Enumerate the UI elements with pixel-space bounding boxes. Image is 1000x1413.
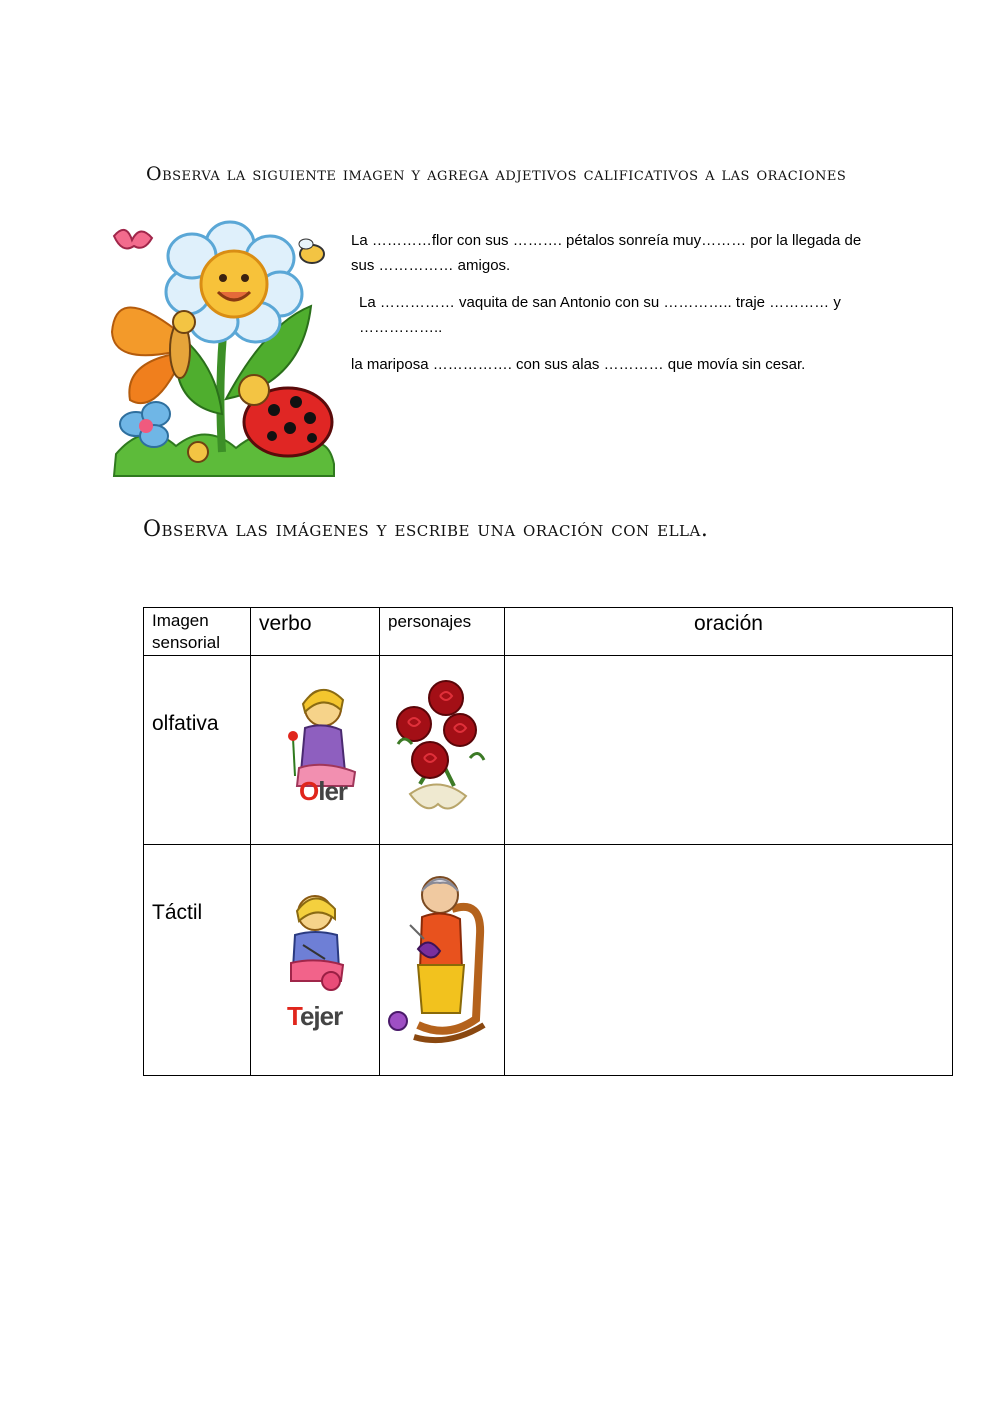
verb-label-oler <box>299 776 347 807</box>
sense-tactil: Táctil <box>144 845 251 1076</box>
header-imagen-sensorial: Imagen sensorial <box>144 608 251 656</box>
verb-label-tejer <box>287 1001 342 1032</box>
character-cell-roses <box>380 656 505 845</box>
table-header-row <box>144 608 953 656</box>
verb-cell-tejer <box>251 845 380 1076</box>
girl-smelling-flower-icon <box>281 676 361 836</box>
sense-olfativa: olfativa <box>144 656 251 845</box>
section2-heading: Observa las imágenes y escribe una oración con ella. <box>143 517 709 542</box>
verb-cell-oler <box>251 656 380 845</box>
header-oracion: oración <box>505 608 953 656</box>
verb-rest: ejer <box>299 1001 343 1031</box>
table-row <box>144 656 953 845</box>
adjective-sentences <box>347 228 867 389</box>
verb-rest: ler <box>318 776 348 806</box>
grandmother-rocking-chair-icon <box>388 869 488 1045</box>
character-cell-grandmother <box>380 845 505 1076</box>
girl-knitting-icon <box>281 885 351 1005</box>
flower-garden-illustration <box>106 214 338 480</box>
header-personajes: personajes <box>380 608 505 656</box>
section1-heading: Observa la siguiente imagen y agrega adjetivos calificativos a las oraciones <box>146 163 847 185</box>
sentence-ladybug: La …………… vaquita de san Antonio con su ………….. traje ………… y …………….. <box>359 294 841 336</box>
oracion-cell[interactable] <box>505 656 953 845</box>
sentence-butterfly: la mariposa ……………. con sus alas ………… que movía sin cesar. <box>351 356 806 373</box>
header-verbo: verbo <box>251 608 380 656</box>
table-row <box>144 845 953 1076</box>
red-roses-icon <box>390 674 486 822</box>
verb-initial: O <box>299 776 319 806</box>
sentence-flower: La …………flor con sus ………. pétalos sonreía muy……… por la llegada de sus …………… amigos. <box>351 232 862 274</box>
oracion-cell[interactable] <box>505 845 953 1076</box>
sensory-table <box>143 607 953 1076</box>
verb-initial: T <box>287 1001 300 1031</box>
